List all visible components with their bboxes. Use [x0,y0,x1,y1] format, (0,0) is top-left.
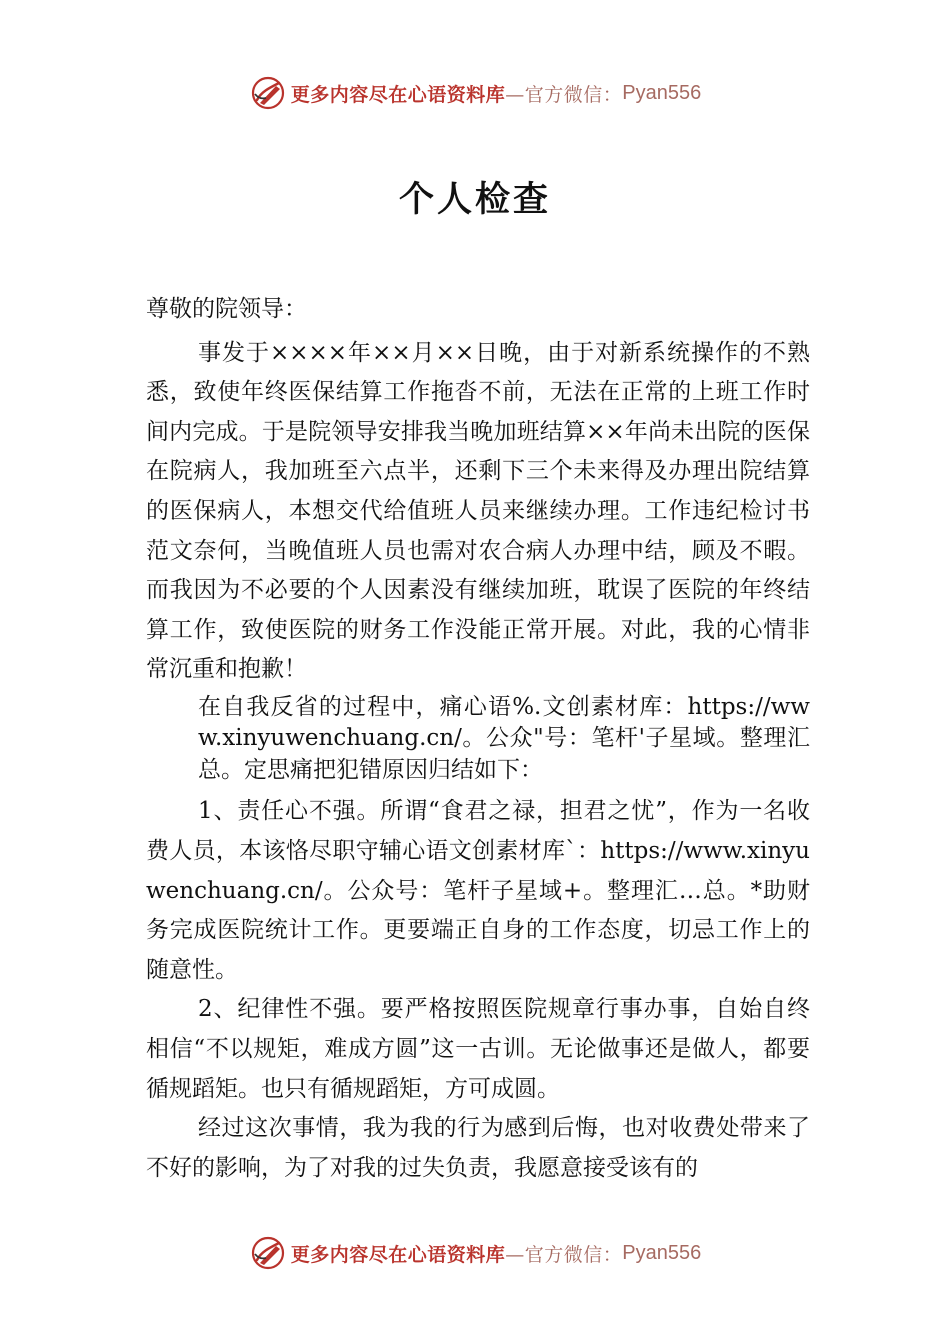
footer-banner [0,1230,950,1276]
salutation: 尊敬的院领导： [146,296,307,322]
banner-sub-text: —官方微信： [505,1243,623,1266]
paragraph: 在自我反省的过程中，痛心语%.文创素材库：https://www.xinyuwenchuang.cn/。公众"号：笔杆'子星域。整理汇总。定思痛把犯错原因归结如下： [198,693,810,783]
banner-wechat-id: Pyan556 [622,81,702,104]
banner-main-text: 更多内容尽在心语资料库 [290,83,506,106]
banner-wechat-id: Pyan556 [622,1241,702,1264]
document-title: 个人检查 [398,180,551,220]
paragraph: 经过这次事情，我为我的行为感到后悔，也对收费处带来了不好的影响，为了对我的过失负责，我愿意接受该有的 [146,1115,810,1181]
banner-sub-text: —官方微信： [505,83,623,106]
banner-main-text: 更多内容尽在心语资料库 [290,1243,506,1266]
pen-scroll-logo-icon [249,74,287,112]
header-banner [0,70,950,116]
document-body [146,290,810,1188]
paragraph: 1、责任心不强。所谓“食君之禄，担君之忧”，作为一名收费人员，本该恪尽职守辅心语文创素材库`：https://www.xinyuwenchuang.cn/。公众号：笔杆子星域+。整理汇…总。*助财务完成医院统计工作。更要端正自身的工作态度，切忌工作上的随意性。 [146,798,810,983]
paragraph: 2、纪律性不强。要严格按照医院规章行事办事，自始自终相信“不以规矩，难成方圆”这一古训。无论做事还是做人，都要循规蹈矩。也只有循规蹈矩，方可成圆。 [146,996,810,1102]
pen-scroll-logo-icon [249,1234,287,1272]
paragraph: 事发于××××年××月××日晚，由于对新系统操作的不熟悉，致使年终医保结算工作拖沓不前，无法在正常的上班工作时间内完成。于是院领导安排我当晚加班结算××年尚未出院的医保在院病人，我加班至六点半，还剩下三个未来得及办理出院结算的医保病人，本想交代给值班人员来继续办理。工作违纪检讨书范文奈何，当晚值班人员也需对农合病人办理中结，顾及不暇。而我因为不必要的个人因素没有继续加班，耽误了医院的年终结算工作，致使医院的财务工作没能正常开展。对此，我的心情非常沉重和抱歉！ [146,339,810,683]
